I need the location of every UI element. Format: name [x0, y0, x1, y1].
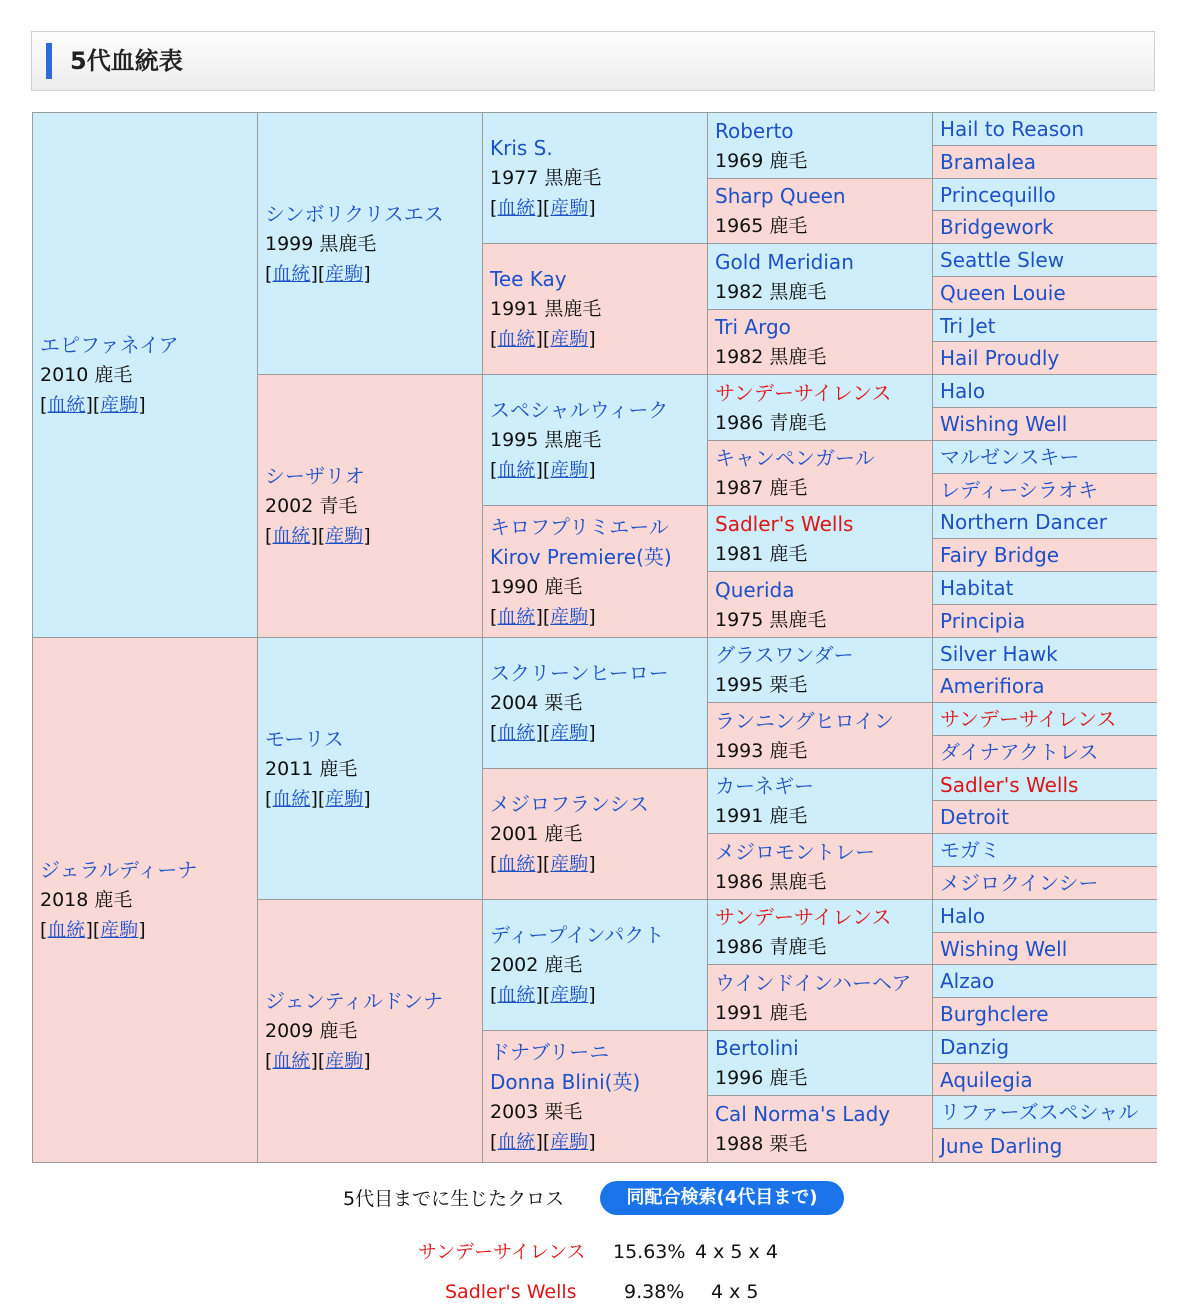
pedigree-cell-gen5 [933, 605, 1157, 638]
horse-name-link[interactable]: Bramalea [940, 150, 1037, 174]
horse-birth-coat: 1993 鹿毛 [715, 739, 808, 762]
horse-birth-coat: 1999 黒鹿毛 [265, 232, 377, 255]
pedigree-table [32, 112, 1157, 1163]
progeny-link[interactable]: 産駒 [100, 919, 139, 941]
horse-name-link[interactable]: ダイナアクトレス [940, 740, 1099, 764]
horse-name-link[interactable]: Queen Louie [940, 281, 1066, 305]
horse-links: [血統][産駒] [265, 1050, 371, 1072]
cross-label: 5代目までに生じたクロス [343, 1188, 565, 1210]
pedigree-cell-gen5 [933, 539, 1157, 572]
pedigree-cell-gen5 [933, 965, 1157, 998]
horse-name-link[interactable]: メジロモントレー [715, 839, 875, 864]
pedigree-cell-gen4 [708, 769, 933, 834]
pedigree-cell-gen5 [933, 1129, 1157, 1162]
horse-links: [血統][産駒] [40, 394, 146, 416]
pedigree-cell-gen2 [258, 638, 483, 900]
pedigree-cell-gen5 [933, 1031, 1157, 1064]
section-title: 5代血統表 [70, 47, 183, 75]
horse-name-link[interactable]: Gold Meridian [715, 249, 854, 274]
horse-birth-coat: 1991 黒鹿毛 [490, 298, 602, 320]
pedigree-cell-gen2 [258, 113, 483, 375]
pedigree-cell-gen5 [933, 441, 1157, 474]
pedigree-cell-gen4 [708, 1096, 933, 1162]
progeny-link[interactable]: 産駒 [100, 394, 139, 416]
pedigree-cell-gen4 [708, 441, 933, 506]
pedigree-link[interactable]: 血統 [272, 1050, 311, 1072]
pedigree-cell-gen5 [933, 1064, 1157, 1096]
horse-links: [血統][産駒] [265, 787, 371, 810]
pedigree-cell-gen3 [483, 900, 708, 1031]
pedigree-link[interactable]: 血統 [272, 787, 311, 810]
section-header [31, 31, 1155, 91]
horse-name-link[interactable]: Principia [940, 609, 1026, 633]
horse-birth-coat: 1988 栗毛 [715, 1133, 808, 1155]
horse-name-link[interactable]: ウインドインハーヘア [715, 970, 912, 995]
pedigree-cell-gen5 [933, 146, 1157, 179]
pedigree-cell-gen4 [708, 244, 933, 310]
horse-birth-coat: 2002 青毛 [265, 495, 358, 517]
pedigree-cell-gen4 [708, 572, 933, 638]
pedigree-cell-gen5 [933, 933, 1157, 965]
pedigree-cell-gen5 [933, 310, 1157, 342]
pedigree-link[interactable]: 血統 [497, 984, 536, 1006]
pedigree-cell-gen5 [933, 277, 1157, 310]
pedigree-link[interactable]: 血統 [272, 262, 311, 285]
horse-name-link[interactable]: Bertolini [715, 1036, 799, 1060]
pedigree-cell-gen5 [933, 998, 1157, 1031]
pedigree-cell-gen3 [483, 638, 708, 769]
pedigree-cell-gen1 [33, 638, 258, 1162]
pedigree-cell-gen5 [933, 408, 1157, 441]
horse-links: [血統][産駒] [490, 1130, 596, 1153]
horse-name-link[interactable]: Kris S. [490, 136, 553, 160]
horse-name-link[interactable]: Sadler's Wells [940, 772, 1079, 797]
horse-name-link[interactable]: エピファネイア [40, 333, 179, 357]
horse-birth-coat: 2011 鹿毛 [265, 757, 358, 780]
horse-birth-coat: 1995 栗毛 [715, 674, 808, 696]
horse-birth-coat: 1977 黒鹿毛 [490, 167, 602, 189]
horse-links: [血統][産駒] [490, 605, 596, 628]
horse-birth-coat: 2009 鹿毛 [265, 1020, 358, 1042]
horse-name-link[interactable]: Silver Hawk [940, 641, 1058, 666]
horse-name-link[interactable]: Alzao [940, 969, 995, 993]
pedigree-cell-gen5 [933, 703, 1157, 736]
pedigree-cell-gen5 [933, 638, 1157, 670]
horse-birth-coat: 2003 栗毛 [490, 1100, 583, 1123]
horse-links: [血統][産駒] [265, 262, 371, 285]
horse-name-link[interactable]: Sadler's Wells [715, 511, 854, 536]
horse-name-link[interactable]: スペシャルウィーク [490, 398, 669, 422]
horse-name-link[interactable]: Bridgework [940, 215, 1054, 239]
horse-birth-coat: 2010 鹿毛 [40, 364, 133, 386]
horse-name-link[interactable]: メジロクインシー [940, 871, 1099, 895]
horse-name-link[interactable]: シーザリオ [265, 464, 365, 488]
pedigree-cell-gen2 [258, 375, 483, 638]
horse-birth-coat: 1982 黒鹿毛 [715, 280, 827, 303]
horse-name-link[interactable]: モガミ [940, 838, 1000, 862]
pedigree-cell-gen5 [933, 113, 1157, 146]
pedigree-cell-gen4 [708, 113, 933, 179]
progeny-link[interactable]: 産駒 [325, 525, 364, 547]
horse-name-link[interactable]: ドナブリーニ [490, 1039, 610, 1064]
progeny-link[interactable]: 産駒 [550, 197, 589, 219]
horse-name-link[interactable]: ランニングヒロイン [715, 708, 894, 733]
pedigree-link[interactable]: 血統 [497, 1130, 536, 1153]
horse-name-link[interactable]: ジェラルディーナ [40, 858, 198, 882]
pedigree-cell-gen5 [933, 572, 1157, 605]
horse-name-link[interactable]: メジロフランシス [490, 792, 649, 816]
pedigree-cell-gen5 [933, 211, 1157, 244]
pedigree-cell-gen5 [933, 179, 1157, 211]
horse-name-link[interactable]: Princequillo [940, 182, 1056, 207]
progeny-link[interactable]: 産駒 [325, 787, 364, 810]
pedigree-cell-gen2 [258, 900, 483, 1162]
horse-name-link[interactable]: ジェンティルドンナ [265, 989, 443, 1013]
horse-birth-coat: 1986 青鹿毛 [715, 411, 827, 434]
horse-name-link[interactable]: Northern Dancer [940, 510, 1108, 534]
horse-birth-coat: 1996 鹿毛 [715, 1067, 808, 1089]
horse-name-link[interactable]: Querida [715, 577, 795, 602]
progeny-link[interactable]: 産駒 [550, 722, 589, 744]
horse-english-name-link[interactable]: Donna Blini(英) [490, 1069, 641, 1094]
pedigree-cell-gen5 [933, 244, 1157, 277]
horse-birth-coat: 1982 黒鹿毛 [715, 346, 827, 368]
horse-name-link[interactable]: Wishing Well [940, 412, 1068, 436]
pedigree-link[interactable]: 血統 [497, 853, 536, 875]
horse-birth-coat: 2004 栗毛 [490, 692, 583, 714]
progeny-link[interactable]: 産駒 [325, 1050, 364, 1072]
pedigree-cell-gen4 [708, 310, 933, 375]
horse-name-link[interactable]: マルゼンスキー [940, 445, 1080, 469]
horse-birth-coat: 1969 鹿毛 [715, 149, 808, 172]
pedigree-cell-gen4 [708, 703, 933, 769]
pedigree-cell-gen5 [933, 474, 1157, 506]
horse-english-name-link[interactable]: Kirov Premiere(英) [490, 544, 672, 569]
cross-generations: 4 x 5 [711, 1281, 759, 1303]
pedigree-cell-gen5 [933, 769, 1157, 801]
pedigree-cell-gen1 [33, 113, 258, 638]
horse-name-link[interactable]: リファーズスペシャル [940, 1100, 1139, 1124]
pedigree-cell-gen5 [933, 736, 1157, 769]
pedigree-link[interactable]: 血統 [497, 722, 536, 744]
pedigree-cell-gen3 [483, 375, 708, 506]
pedigree-link[interactable]: 血統 [47, 919, 86, 941]
horse-links: [血統][産駒] [490, 459, 596, 481]
cross-percent: 15.63% [613, 1241, 686, 1263]
horse-birth-coat: 1990 鹿毛 [490, 575, 583, 598]
horse-name-link[interactable]: キロフプリミエール [490, 514, 669, 539]
horse-name-link[interactable]: Wishing Well [940, 936, 1068, 961]
pedigree-cell-gen4 [708, 179, 933, 244]
pedigree-cell-gen3 [483, 113, 708, 244]
cross-percent: 9.38% [624, 1281, 685, 1303]
horse-name-link[interactable]: グラスワンダー [715, 643, 854, 667]
horse-name-link[interactable]: キャンペンガール [715, 446, 875, 470]
pedigree-cell-gen4 [708, 834, 933, 900]
progeny-link[interactable]: 産駒 [550, 984, 589, 1006]
pedigree-cell-gen5 [933, 900, 1157, 933]
horse-name-link[interactable]: Danzig [940, 1035, 1010, 1059]
pedigree-link[interactable]: 血統 [272, 525, 311, 547]
horse-name-link[interactable]: Amerifiora [940, 674, 1045, 698]
horse-name-link[interactable]: Fairy Bridge [940, 543, 1060, 567]
header-accent-bar [46, 43, 52, 79]
pedigree-link[interactable]: 血統 [497, 459, 536, 481]
horse-name-link[interactable]: サンデーサイレンス [715, 905, 892, 929]
pedigree-cell-gen5 [933, 834, 1157, 867]
pedigree-cell-gen4 [708, 506, 933, 572]
cross-row [0, 1278, 1179, 1306]
same-mating-search-button[interactable]: 同配合検索(4代目まで) [600, 1181, 844, 1215]
horse-name-link[interactable]: シンボリクリスエス [265, 201, 444, 226]
pedigree-cell-gen3 [483, 244, 708, 375]
horse-name-link[interactable]: Burghclere [940, 1002, 1049, 1026]
progeny-link[interactable]: 産駒 [325, 262, 364, 285]
pedigree-cell-gen3 [483, 1031, 708, 1162]
horse-birth-coat: 1995 黒鹿毛 [490, 429, 602, 451]
progeny-link[interactable]: 産駒 [550, 605, 589, 628]
cross-horse-name[interactable]: サンデーサイレンス [418, 1241, 586, 1263]
horse-name-link[interactable]: モーリス [265, 726, 344, 751]
horse-name-link[interactable]: Tee Kay [490, 267, 567, 291]
pedigree-cell-gen4 [708, 965, 933, 1031]
horse-name-link[interactable]: Roberto [715, 118, 794, 143]
pedigree-cell-gen5 [933, 1096, 1157, 1129]
pedigree-cell-gen5 [933, 506, 1157, 539]
pedigree-cell-gen5 [933, 867, 1157, 900]
horse-name-link[interactable]: サンデーサイレンス [940, 707, 1117, 731]
pedigree-link[interactable]: 血統 [497, 197, 536, 219]
horse-name-link[interactable]: レディーシラオキ [940, 477, 1098, 502]
horse-name-link[interactable]: Hail Proudly [940, 346, 1060, 370]
horse-name-link[interactable]: Tri Jet [940, 313, 996, 338]
horse-birth-coat: 1965 鹿毛 [715, 215, 808, 237]
pedigree-cell-gen3 [483, 769, 708, 900]
horse-links: [血統][産駒] [40, 919, 146, 941]
pedigree-cell-gen3 [483, 506, 708, 638]
horse-links: [血統][産駒] [490, 328, 596, 350]
horse-birth-coat: 1987 鹿毛 [715, 477, 808, 499]
pedigree-link[interactable]: 血統 [497, 328, 536, 350]
horse-birth-coat: 2002 鹿毛 [490, 954, 583, 976]
horse-birth-coat: 1991 鹿毛 [715, 805, 808, 827]
progeny-link[interactable]: 産駒 [550, 853, 589, 875]
horse-birth-coat: 1986 黒鹿毛 [715, 870, 827, 893]
cross-horse-name[interactable]: Sadler's Wells [445, 1281, 577, 1303]
horse-links: [血統][産駒] [265, 525, 371, 547]
horse-links: [血統][産駒] [490, 853, 596, 875]
horse-name-link[interactable]: ディープインパクト [490, 923, 665, 947]
horse-birth-coat: 1991 鹿毛 [715, 1001, 808, 1024]
progeny-link[interactable]: 産駒 [550, 1130, 589, 1153]
horse-name-link[interactable]: Tri Argo [715, 315, 791, 339]
horse-name-link[interactable]: Aquilegia [940, 1067, 1033, 1092]
horse-name-link[interactable]: Halo [940, 904, 986, 928]
pedigree-cell-gen4 [708, 638, 933, 703]
horse-name-link[interactable]: Hail to Reason [940, 117, 1085, 141]
pedigree-link[interactable]: 血統 [497, 605, 536, 628]
horse-links: [血統][産駒] [490, 722, 596, 744]
horse-name-link[interactable]: スクリーンヒーロー [490, 661, 669, 685]
pedigree-cell-gen5 [933, 670, 1157, 703]
horse-name-link[interactable]: Sharp Queen [715, 184, 846, 208]
progeny-link[interactable]: 産駒 [550, 328, 589, 350]
horse-birth-coat: 1975 黒鹿毛 [715, 608, 827, 631]
horse-links: [血統][産駒] [490, 197, 596, 219]
pedigree-cell-gen5 [933, 342, 1157, 375]
horse-birth-coat: 2018 鹿毛 [40, 889, 133, 911]
progeny-link[interactable]: 産駒 [550, 459, 589, 481]
horse-birth-coat: 1981 鹿毛 [715, 542, 808, 565]
horse-name-link[interactable]: Habitat [940, 576, 1014, 600]
horse-name-link[interactable]: サンデーサイレンス [715, 380, 892, 405]
horse-name-link[interactable]: Detroit [940, 805, 1009, 829]
horse-name-link[interactable]: June Darling [940, 1133, 1063, 1158]
cross-row [0, 1238, 1179, 1266]
pedigree-cell-gen5 [933, 801, 1157, 834]
horse-birth-coat: 1986 青鹿毛 [715, 936, 827, 958]
pedigree-link[interactable]: 血統 [47, 394, 86, 416]
pedigree-cell-gen5 [933, 375, 1157, 408]
horse-name-link[interactable]: Seattle Slew [940, 248, 1065, 272]
horse-links: [血統][産駒] [490, 984, 596, 1006]
horse-birth-coat: 2001 鹿毛 [490, 823, 583, 845]
horse-name-link[interactable]: Halo [940, 379, 986, 403]
horse-name-link[interactable]: カーネギー [715, 774, 814, 798]
pedigree-cell-gen4 [708, 900, 933, 965]
pedigree-cell-gen4 [708, 375, 933, 441]
cross-generations: 4 x 5 x 4 [695, 1241, 778, 1263]
horse-name-link[interactable]: Cal Norma's Lady [715, 1102, 891, 1126]
pedigree-cell-gen4 [708, 1031, 933, 1096]
